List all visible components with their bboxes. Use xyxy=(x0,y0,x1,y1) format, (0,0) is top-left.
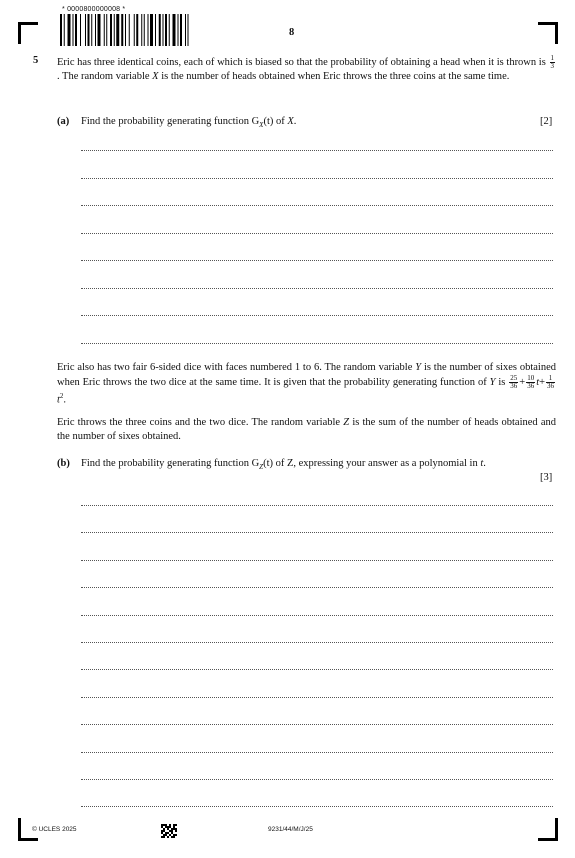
corner-mark-top-right-v xyxy=(555,22,558,44)
answer-line[interactable] xyxy=(81,779,553,780)
answer-line[interactable] xyxy=(81,642,553,643)
part-b-marks: [3] xyxy=(540,472,553,483)
qr-code-image xyxy=(161,824,177,838)
corner-mark-top-left xyxy=(18,22,38,25)
answer-line[interactable] xyxy=(81,752,553,753)
answer-line[interactable] xyxy=(81,315,553,316)
answer-line[interactable] xyxy=(81,178,553,179)
part-b-question: Find the probability generating function $G_Z(t)$ of Z, expressing your answer as a polynomial in t. xyxy=(81,458,486,472)
part-a-question: Find the probability generating function $G_X(t)$ of X. xyxy=(81,116,297,130)
pgf-fraction-2: $\frac{10}{36}$ xyxy=(527,373,535,390)
answer-line[interactable] xyxy=(81,288,553,289)
combined-info: Eric throws the three coins and the two dice. The random variable Z is the sum of the number of heads obtained and the number of sixes obtained. xyxy=(57,417,557,442)
answer-line[interactable] xyxy=(81,505,553,506)
footer-paper-code: 9231/44/M/J/25 xyxy=(268,826,313,833)
barcode-image xyxy=(60,14,238,46)
answer-line[interactable] xyxy=(81,233,553,234)
answer-line[interactable] xyxy=(81,260,553,261)
corner-mark-bottom-left-v xyxy=(18,818,21,841)
footer-copyright: © UCLES 2025 xyxy=(32,826,77,833)
answer-line[interactable] xyxy=(81,697,553,698)
answer-line[interactable] xyxy=(81,615,553,616)
corner-mark-top-left-v xyxy=(18,22,21,44)
barcode-text: * 0000800000008 * xyxy=(62,6,126,13)
answer-line[interactable] xyxy=(81,724,553,725)
dice-info: Eric also has two fair 6-sided dice with faces numbered 1 to 6. The random variable Y is the number of sixes obtained when Eric throws the two dice at the same time. It is given that the probability generating function of Y is $\frac{25}{36}$ + $\frac{10}{36}$ t+ $\frac{1}{36}$ $t^2$. xyxy=(57,362,557,405)
answer-line[interactable] xyxy=(81,205,553,206)
answer-line[interactable] xyxy=(81,150,553,151)
question-number: 5 xyxy=(33,55,39,66)
part-a-marks: [2] xyxy=(540,116,553,127)
var-x: X xyxy=(152,71,159,82)
intro-fraction: $\frac{1}{3}$ xyxy=(550,54,554,70)
answer-line[interactable] xyxy=(81,532,553,533)
answer-line[interactable] xyxy=(81,587,553,588)
corner-mark-bottom-right-v xyxy=(555,818,558,841)
corner-mark-bottom-left xyxy=(18,838,38,841)
page-number: 8 xyxy=(289,27,295,38)
question-intro xyxy=(57,55,556,84)
part-a-label: (a) xyxy=(57,116,70,127)
pgf-fraction-1: $\frac{25}{36}$ xyxy=(510,373,518,390)
answer-line[interactable] xyxy=(81,560,553,561)
intro-text-1: Eric has three identical coins, each of which is biased so that the probability of obtaining a head when it is thrown is xyxy=(57,56,546,68)
intro-text-2: . The random variable xyxy=(57,71,150,82)
part-b-label: (b) xyxy=(57,458,70,469)
intro-text-3: is the number of heads obtained when Eric throws the three coins at the same time. xyxy=(161,71,510,82)
answer-line[interactable] xyxy=(81,806,553,807)
pgf-fraction-3: $\frac{1}{36}$ xyxy=(547,373,555,390)
answer-line[interactable] xyxy=(81,669,553,670)
answer-line[interactable] xyxy=(81,343,553,344)
